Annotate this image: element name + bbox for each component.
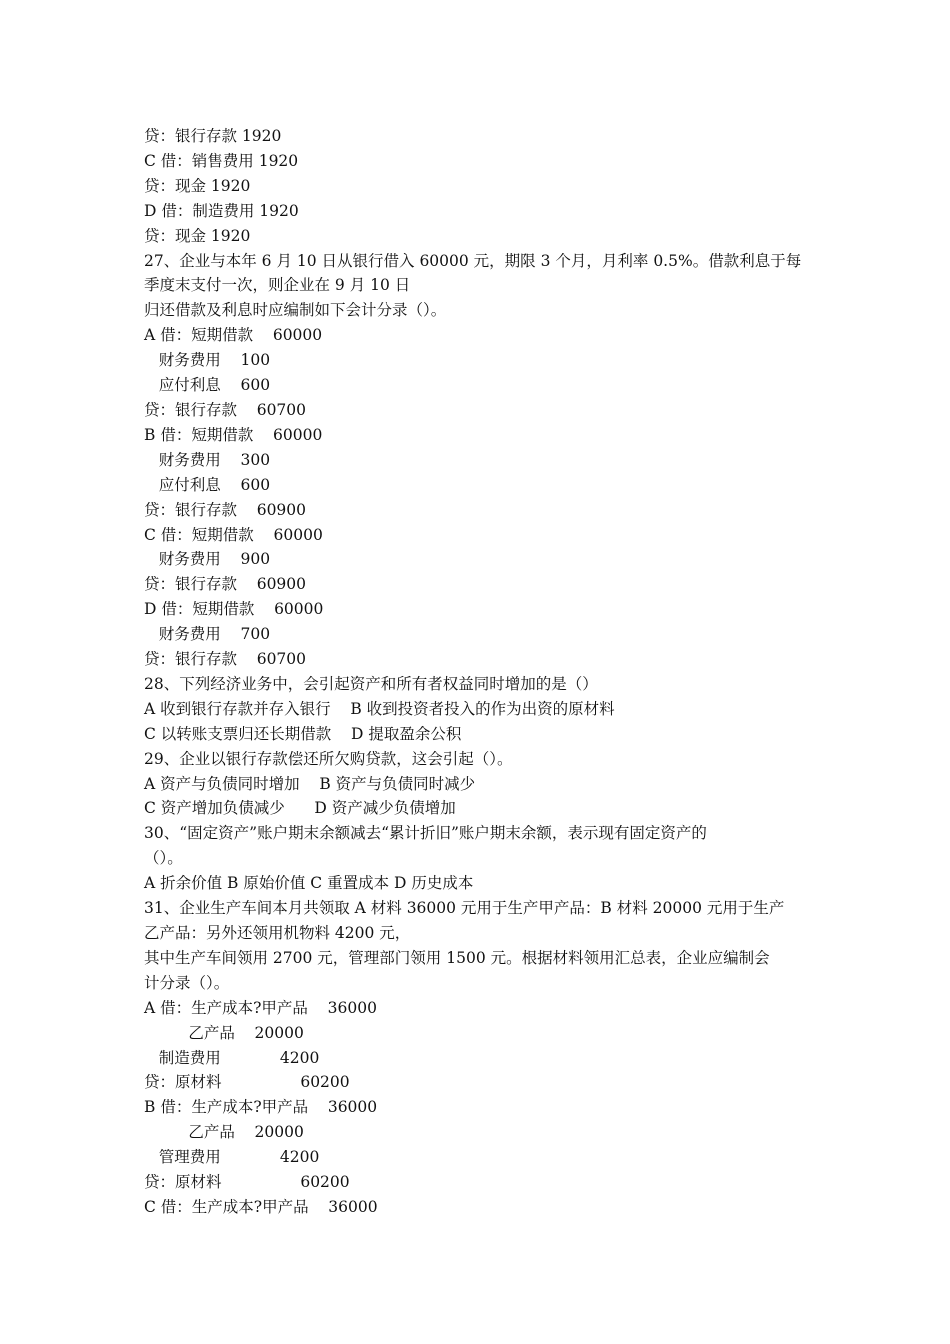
text-line: C 以转账支票归还长期借款 D 提取盈余公积 [144,724,462,743]
text-line: A 折余价值 B 原始价值 C 重置成本 D 历史成本 [144,874,474,893]
document-page [144,124,814,1220]
text-line: 财务费用 300 [144,450,271,469]
text-line: 归还借款及利息时应编制如下会计分录（）。 [144,301,447,320]
option-b: B 借：生产成本?甲产品 36000 [144,1098,378,1117]
text-line: 贷：银行存款 60900 [144,500,307,519]
text-line: 季度末支付一次，则企业在 9 月 10 日 [144,276,411,295]
question-31: 31、企业生产车间本月共领取 A 材料 36000 元用于生产甲产品：B 材料 20000 元用于生产 [144,899,785,918]
text-line: 应付利息 600 [144,475,271,494]
text-line: A 资产与负债同时增加 B 资产与负债同时减少 [144,774,476,793]
text-line: 贷：现金 1920 [144,176,251,195]
text-line: D 借：制造费用 1920 [144,201,299,220]
text-line: 财务费用 900 [144,550,271,569]
option-a: A 借：生产成本?甲产品 36000 [144,998,377,1017]
text-line: C 资产增加负债减少 D 资产减少负债增加 [144,799,456,818]
text-line: 应付利息 600 [144,376,271,395]
option-d: D 借：短期借款 60000 [144,600,324,619]
text-line: 贷：银行存款 60900 [144,575,307,594]
text-line: 贷：银行存款 60700 [144,400,307,419]
text-line: 贷：银行存款 1920 [144,127,282,145]
question-29: 29、企业以银行存款偿还所欠购贷款，这会引起（）。 [144,749,513,768]
text-line: 乙产品：另外还领用机物料 4200 元， [144,924,411,942]
text-line: 制造费用 4200 [144,1048,320,1067]
text-line: 财务费用 700 [144,625,271,644]
option-a: A 借：短期借款 60000 [144,326,323,345]
text-line: 贷：银行存款 60700 [144,650,307,669]
question-30: 30、“固定资产”账户期末余额减去“累计折旧”账户期末余额，表示现有固定资产的 [144,824,707,843]
text-line: 贷：现金 1920 [144,226,251,245]
question-27: 27、企业与本年 6 月 10 日从银行借入 60000 元，期限 3 个月，月利率 0.5%。借款利息于每 [144,251,802,270]
text-line: 计分录（）。 [144,973,230,992]
text-line: 贷：原材料 60200 [144,1173,350,1192]
option-b: B 借：短期借款 60000 [144,425,323,444]
question-28: 28、下列经济业务中，会引起资产和所有者权益同时增加的是（） [144,674,598,693]
text-line: （）。 [144,849,183,868]
text-line: 乙产品 20000 [144,1023,304,1042]
option-c: C 借：短期借款 60000 [144,525,323,544]
text-line: 财务费用 100 [144,351,271,370]
text-line: C 借：销售费用 1920 [144,151,299,170]
option-c: C 借：生产成本?甲产品 36000 [144,1197,378,1216]
text-line: 其中生产车间领用 2700 元，管理部门领用 1500 元。根据材料领用汇总表，企业应编制会 [144,948,770,967]
text-line: 乙产品 20000 [144,1123,304,1142]
text-line: A 收到银行存款并存入银行 B 收到投资者投入的作为出资的原材料 [144,699,615,718]
text-line: 管理费用 4200 [144,1148,320,1167]
text-line: 贷：原材料 60200 [144,1073,350,1092]
